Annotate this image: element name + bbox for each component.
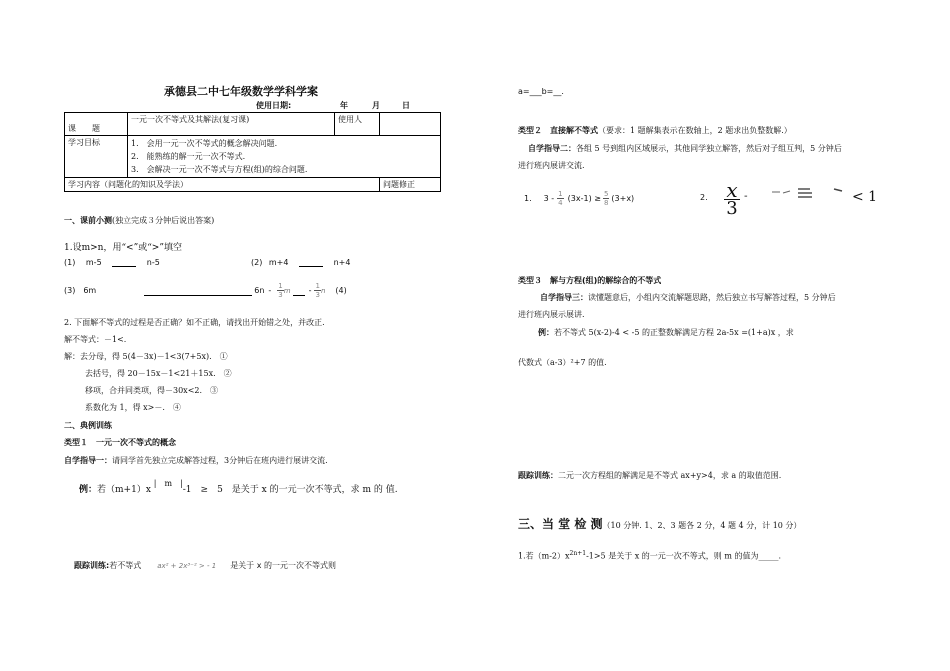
q1-part2-left: m+4 bbox=[268, 258, 289, 267]
problem2-2-den: 3 bbox=[726, 198, 738, 219]
q2-inequality: 解不等式：－1<. bbox=[64, 335, 127, 344]
q1-part1 bbox=[64, 257, 160, 267]
correction-label: 问题修正 bbox=[380, 178, 441, 192]
type3-heading: 类型３ 解与方程(组)的解综合的不等式 bbox=[518, 276, 662, 285]
pretest-note: (独立完成３分钟后说出答案) bbox=[112, 216, 215, 225]
problem2-1 bbox=[524, 190, 634, 207]
section3-note: （10 分钟. 1、2、3 题各 2 分，4 题 4 分，计 10 分） bbox=[602, 521, 802, 530]
problem2-2-minus: - bbox=[744, 191, 748, 202]
example1-text-b: -1 ≥ 5 是关于 x 的一元一次不等式，求 m 的 值. bbox=[182, 485, 398, 495]
q2-step-1: 解：去分母，得 5(4－3x)－1<3(7+5x). ① bbox=[64, 352, 228, 361]
topic-value: 一元一次不等式及其解法(复习课) bbox=[128, 113, 335, 136]
track1-label: 跟踪训练: bbox=[74, 561, 110, 570]
pretest-heading: 一、课前小测 bbox=[64, 216, 112, 225]
track2-row bbox=[518, 470, 781, 481]
guide3-row bbox=[540, 292, 836, 303]
guide3-text-1: 读懂题意后，小组内交流解题思路，然后独立书写解答过程，5 分钟后 bbox=[588, 293, 836, 302]
type2-heading: 类型２ 直接解不等式 bbox=[518, 126, 598, 135]
problem2-1-part-a: 3 - bbox=[543, 194, 555, 203]
page-title: 承德县二中七年级数学学科学案 bbox=[164, 85, 318, 98]
example1-text-a: 若（m+1）x bbox=[97, 485, 151, 495]
q1-part1-left: m-5 bbox=[85, 258, 102, 267]
track1 bbox=[74, 560, 336, 571]
guide3-text-2: 进行班内展示展讲. bbox=[518, 310, 585, 319]
check-q1-text-a: 1.若（m-2）x bbox=[518, 551, 570, 561]
lesson-info-table bbox=[64, 112, 441, 192]
section3-row bbox=[518, 513, 801, 532]
q1-part3-n: n bbox=[320, 286, 326, 295]
problem2-2-less-than-one: < 1 bbox=[852, 189, 878, 205]
guide1-label: 自学指导一： bbox=[64, 456, 112, 465]
guide2-text-1: 各组 5 号到组内区域展示，其他同学独立解答，然后对子组互判，5 分钟后 bbox=[576, 144, 842, 153]
q1-part3-minus: - bbox=[268, 286, 272, 295]
q1-part4-num: (4) bbox=[335, 286, 347, 295]
example1-label: 例： bbox=[79, 485, 98, 495]
goal-item: 1. 会用一元一次不等式的概念解决问题. bbox=[131, 139, 278, 148]
track1-text-a: 若不等式 bbox=[109, 561, 142, 570]
ab-values: a=___b=__. bbox=[518, 87, 564, 96]
problem2-2-num: 2. bbox=[700, 193, 708, 202]
date-day: 日 bbox=[402, 101, 410, 110]
q2-step-3: 移项，合并同类项，得－30x<2. ③ bbox=[85, 386, 219, 395]
goal-item: 3. 会解决一元一次不等式与方程(组)的综合问题. bbox=[131, 165, 308, 174]
example3-text-2: 代数式（a-3）²+7 的值. bbox=[518, 358, 607, 367]
guide3-label: 自学指导三： bbox=[540, 293, 588, 302]
date-month: 月 bbox=[372, 101, 380, 110]
check-q1-exponent: 2n+1 bbox=[569, 550, 587, 557]
fraction-one-third: $\frac{1}{3}$ bbox=[315, 282, 320, 299]
problem2-2-x: x bbox=[726, 178, 738, 202]
problem2-2-fraction bbox=[724, 178, 740, 219]
answer-blank[interactable] bbox=[299, 257, 323, 267]
type2-row bbox=[518, 125, 792, 136]
type2-note: （要求：1 题解集表示在数轴上，2 题求出负整数解.） bbox=[598, 126, 792, 135]
track2-text: 二元一次方程组的解满足是不等式 ax+y>4，求 a 的取值范围. bbox=[558, 471, 782, 480]
example3-text: 若不等式 5(x-2)-4 < -5 的正整数解满足方程 2a-5x =(1+a)x ，求 bbox=[554, 328, 794, 337]
q1-part3-mid: 6n bbox=[254, 286, 265, 295]
q1-part2-right: n+4 bbox=[333, 258, 351, 267]
date-label: 使用日期: bbox=[256, 101, 292, 110]
section3-heading: 三、当 堂 检 测 bbox=[518, 517, 603, 531]
fraction-one-third: $\frac{1}{3}$ bbox=[278, 282, 283, 299]
content-label: 学习内容（问题化的知识及学法） bbox=[65, 178, 380, 192]
example1-abs: | m | bbox=[153, 479, 183, 488]
problem2-1-part-b: (3x-1) ≥ bbox=[567, 194, 601, 203]
answer-blank[interactable] bbox=[112, 257, 136, 267]
guide2-row bbox=[528, 143, 842, 154]
guide1-row bbox=[64, 455, 328, 466]
q1-part3-minus: - bbox=[308, 286, 312, 295]
topic-label: 课 题 bbox=[65, 113, 128, 136]
q2-step-4: 系数化为 1，得 x>－. ④ bbox=[85, 403, 181, 412]
track1-text-b: 是关于 x 的一元一次不等式则 bbox=[230, 561, 337, 570]
q2-prompt: 2. 下面解不等式的过程是否正确？如不正确，请找出开始错之处，并改正. bbox=[64, 318, 325, 327]
q1-prompt: 1.设m>n，用“<”或“>”填空 bbox=[64, 243, 182, 253]
examples-heading: 二、典例训练 bbox=[64, 421, 112, 430]
guide2-label: 自学指导二： bbox=[528, 144, 576, 153]
q1-part3-left: 6m bbox=[83, 286, 97, 295]
goals-label: 学习目标 bbox=[65, 136, 128, 178]
q1-part1-num: (1) bbox=[64, 258, 76, 267]
answer-blank[interactable] bbox=[144, 286, 252, 296]
goal-item: 2. 能熟练的解一元一次不等式. bbox=[131, 152, 246, 161]
check-q1 bbox=[518, 550, 781, 562]
q1-part3-m: m bbox=[283, 286, 291, 295]
answer-blank[interactable] bbox=[293, 286, 305, 296]
q1-part2-num: (2) bbox=[251, 258, 263, 267]
fraction-one-quarter: $\frac{1}{4}$ bbox=[558, 190, 563, 207]
guide2-text-2: 进行班内展讲交流. bbox=[518, 161, 585, 170]
example3-label: 例： bbox=[538, 328, 554, 337]
example1 bbox=[79, 479, 398, 495]
q2-step-2: 去括号，得 20－15x－1<21＋15x. ② bbox=[85, 369, 232, 378]
user-value bbox=[380, 113, 441, 136]
guide1-text: 请同学首先独立完成解答过程，3分钟后在班内进行展讲交流. bbox=[112, 456, 328, 465]
q1-part1-right: n-5 bbox=[146, 258, 160, 267]
goals-list bbox=[128, 136, 441, 178]
pretest-heading-row bbox=[64, 215, 214, 226]
date-year: 年 bbox=[340, 101, 348, 110]
track1-expression: ax² + 2x³⁻² > - 1 bbox=[157, 561, 217, 570]
user-label: 使用人 bbox=[335, 113, 380, 136]
q1-part3-num: (3) bbox=[64, 286, 76, 295]
q1-part2 bbox=[251, 257, 350, 267]
fraction-five-eighths: $\frac{5}{8}$ bbox=[603, 190, 609, 207]
example3-row bbox=[538, 327, 794, 338]
type1-heading: 类型１ 一元一次不等式的概念 bbox=[64, 438, 176, 447]
problem2-1-num: 1. bbox=[524, 194, 532, 203]
check-q1-text-b: -1>5 是关于 x 的一元一次不等式，则 m 的值为_____. bbox=[586, 551, 782, 561]
problem2-1-part-c: (3+x) bbox=[611, 194, 635, 203]
track2-label: 跟踪训练： bbox=[518, 471, 558, 480]
q1-part3 bbox=[64, 282, 347, 299]
garbled-formula-fragment bbox=[770, 186, 848, 200]
